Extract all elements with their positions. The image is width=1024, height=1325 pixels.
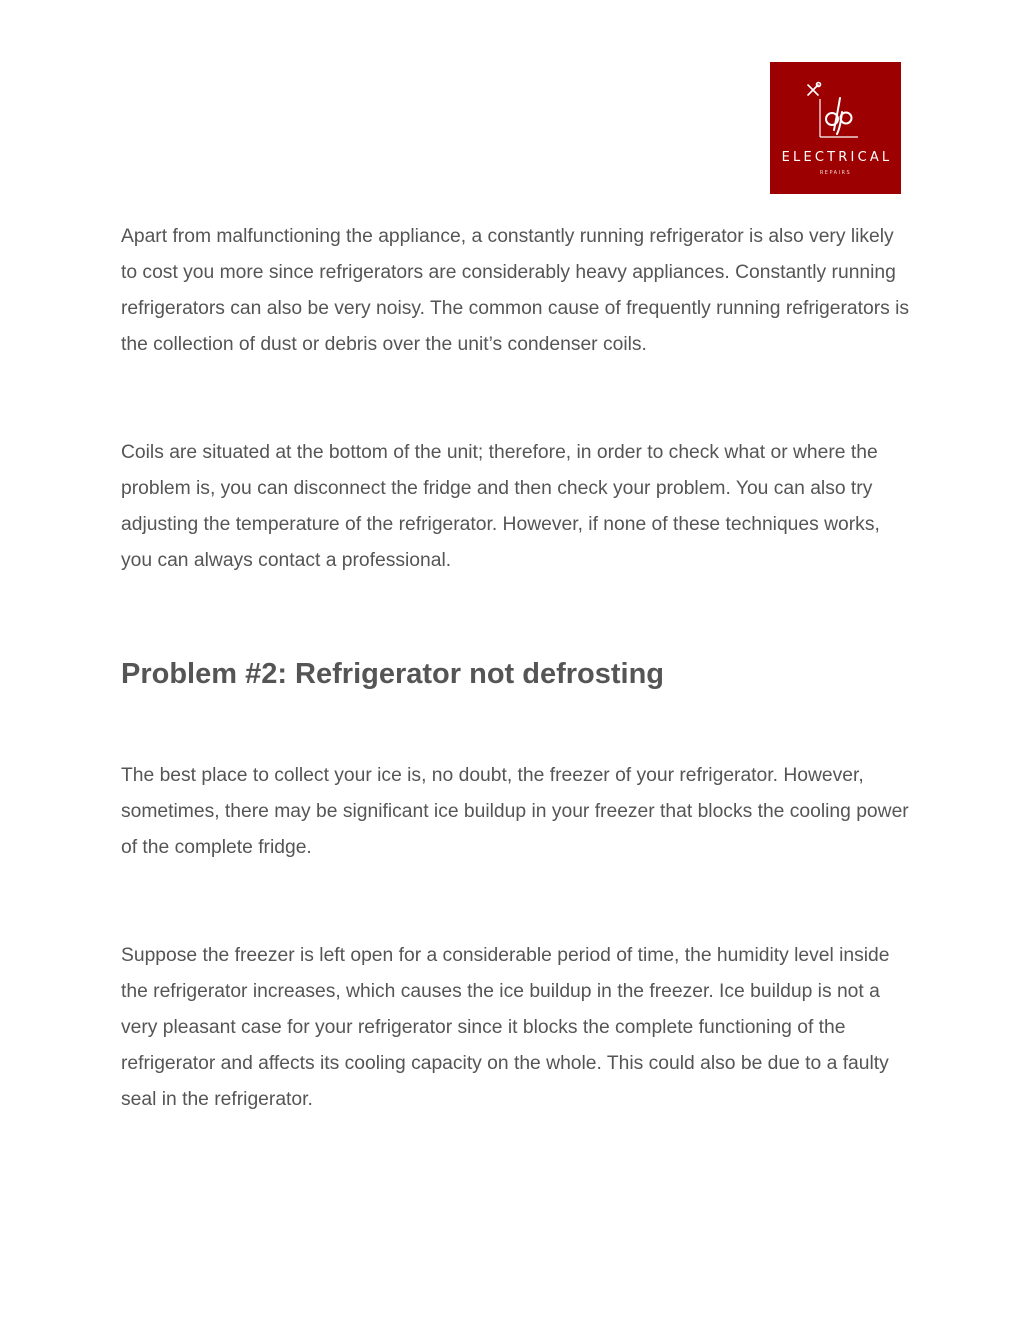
logo-sub-text: REPAIRS bbox=[819, 170, 852, 176]
spacer bbox=[121, 579, 911, 650]
logo-monogram bbox=[826, 98, 852, 134]
spacer bbox=[121, 866, 911, 938]
logo-brand-text: ELECTRICAL bbox=[781, 150, 893, 165]
article-body bbox=[121, 219, 911, 1118]
company-logo bbox=[770, 62, 901, 194]
spacer bbox=[121, 363, 911, 435]
tools-icon bbox=[808, 83, 821, 96]
paragraph-ice-buildup: Suppose the freezer is left open for a considerable period of time, the humidity level inside the refrigerator increases, which causes the ice buildup in the freezer. Ice buildup is not a very pleasant case for your refrigerator since it blocks the complete functioning of the refrigerator and affects its cooling capacity on the whole. This could also be due to a faulty seal in the refrigerator. bbox=[121, 945, 890, 1110]
spacer bbox=[121, 698, 911, 758]
paragraph-constant-running: Apart from malfunctioning the appliance, a constantly running refrigerator is also very likely to cost you more since refrigerators are considerably heavy appliances. Constantly running refrigerators can also be very noisy. The common cause of frequently running refrigerators is the collection of dust or debris over the unit’s condenser coils. bbox=[121, 226, 910, 355]
section-heading: Problem #2: Refrigerator not defrosting bbox=[121, 658, 665, 690]
paragraph-ice-collection: The best place to collect your ice is, no doubt, the freezer of your refrigerator. However, sometimes, there may be significant ice buildup in your freezer that blocks the cooling power of the complete fridge. bbox=[121, 765, 909, 858]
paragraph-coils: Coils are situated at the bottom of the unit; therefore, in order to check what or where the problem is, you can disconnect the fridge and then check your problem. You can also try adjusting the temperature of the refrigerator. However, if none of these techniques works, you can always contact a professional. bbox=[121, 442, 880, 571]
